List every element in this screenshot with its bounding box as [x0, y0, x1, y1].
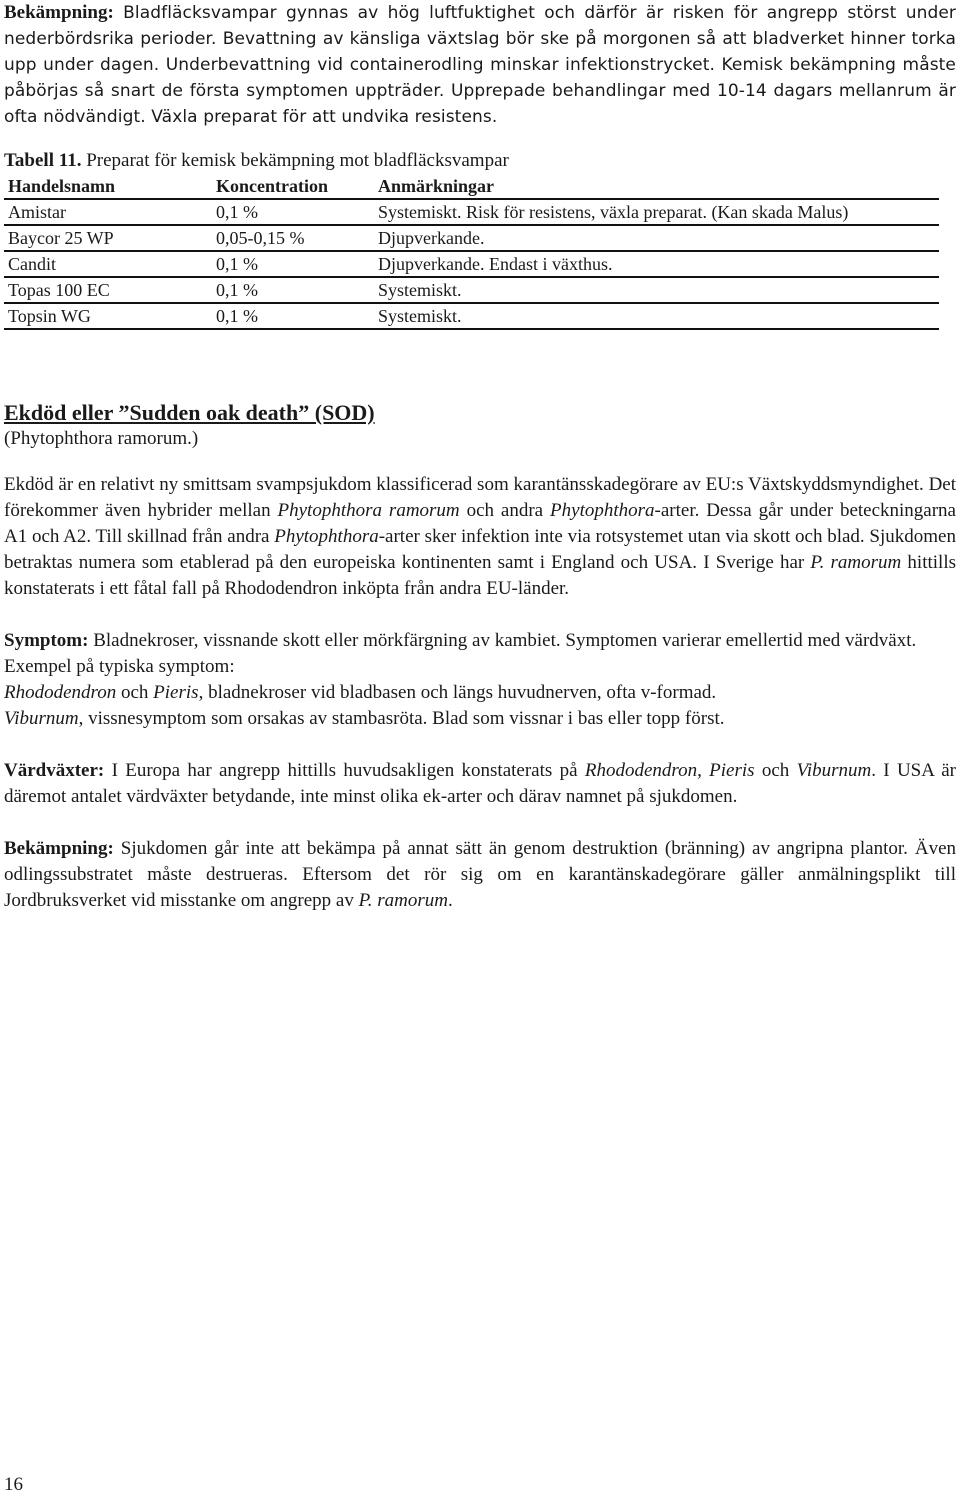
cell-trade-name: Candit	[4, 251, 216, 277]
intro-italic-3: Phytophthora	[274, 526, 379, 547]
hosts-text-1: I Europa har angrepp hittills huvudsakligen konstaterats på	[104, 760, 585, 781]
control-text-b: .	[447, 890, 453, 911]
cell-notes: Djupverkande. Endast i växthus.	[378, 251, 939, 277]
control-text-3: Upprepade behandlingar med 10-14 dagars mellanrum är ofta nödvändigt. Växla preparat för att undvika resistens.	[4, 81, 956, 127]
symptom-italic-3: Viburnum	[4, 708, 79, 729]
section-heading: Ekdöd eller ”Sudden oak death” (SOD)	[4, 400, 375, 425]
intro-text-4: -arter sker infektion inte via rotsystemet utan via skott och blad. Sjukdomen betraktas numera som etablerad på den europeiska kontinenten samt i England och USA. I Sverige har	[4, 526, 956, 573]
species-text: (Phytophthora ramorum.)	[4, 428, 199, 449]
table-caption-label: Tabell 11.	[4, 150, 82, 171]
table-caption-text: Preparat för kemisk bekämpning mot bladfläcksvampar	[81, 150, 509, 171]
control-text-1: Bladfläcksvampar gynnas av hög luftfuktighet och därför är risken för angrepp störst under nederbördsrika perioder. Bevattning av känsliga växtslag bör ske på morgonen så att bladverket hinner torka upp under dagen. Underbevattning vid containerodling minskar infektionstrycket.	[4, 3, 956, 75]
symptom-line-3	[4, 706, 956, 732]
page-number: 16	[4, 1474, 23, 1495]
hosts-italic-2: Viburnum	[796, 760, 872, 781]
control-paragraph	[4, 836, 956, 914]
control-italic: P. ramorum	[358, 890, 448, 911]
species-name	[4, 426, 956, 452]
table-row	[4, 303, 939, 329]
cell-trade-name: Amistar	[4, 199, 216, 225]
header-trade-name: Handelsnamn	[4, 174, 216, 199]
symptom-text-2: och	[116, 682, 154, 703]
symptom-label: Symptom:	[4, 630, 89, 651]
intro-text-5: hittills konstaterats i ett fåtal fall på Rhododendron inköpta från andra EU-länder.	[4, 552, 956, 599]
symptom-text-3: , bladnekroser vid bladbasen och längs huvudnerven, ofta v-formad.	[198, 682, 717, 703]
symptom-line-2	[4, 680, 956, 706]
intro-italic-1: Phytophthora ramorum	[277, 500, 460, 521]
table-row	[4, 199, 939, 225]
symptom-text-4: , vissnesymptom som orsakas av stambasröta. Blad som vissnar i bas eller topp först.	[78, 708, 725, 729]
cell-trade-name: Topas 100 EC	[4, 277, 216, 303]
cell-trade-name: Baycor 25 WP	[4, 225, 216, 251]
table-caption	[4, 148, 956, 174]
hosts-italic-1: Rhododendron, Pieris	[584, 760, 755, 781]
hosts-text-3: . I USA är däremot antalet värdväxter betydande, inte minst olika ek-arter och därav namnet på sjukdomen.	[4, 760, 956, 807]
cell-notes: Systemiskt.	[378, 303, 939, 329]
table-row	[4, 225, 939, 251]
control-label: Bekämpning:	[4, 2, 114, 23]
hosts-label: Värdväxter:	[4, 760, 105, 781]
table-header-row	[4, 174, 939, 199]
cell-notes: Djupverkande.	[378, 225, 939, 251]
hosts-text-2: och	[754, 760, 797, 781]
intro-text-1: Ekdöd är en relativt ny smittsam svampsjukdom klassificerad som karantänsskadegörare av EU:s Växtskyddsmyndighet. Det förekommer även hybrider mellan	[4, 474, 956, 521]
control-text-2: Kemisk bekämpning måste påbörjas så snart de första symptomen uppträder.	[4, 55, 956, 101]
intro-italic-4: P. ramorum	[810, 552, 902, 573]
symptom-line-1	[4, 628, 956, 680]
hosts-paragraph	[4, 758, 956, 810]
symptom-italic-2: Pieris	[153, 682, 199, 703]
preparations-table	[4, 174, 939, 330]
cell-concentration: 0,05-0,15 %	[216, 225, 378, 251]
control-text-a: Sjukdomen går inte att bekämpa på annat sätt än genom destruktion (bränning) av angripna plantor. Även odlingssubstratet måste destrueras. Eftersom det rör sig om en karantänskadegörare gäller anmälningsplikt till Jordbruksverket vid misstanke om angrepp av	[4, 838, 956, 911]
symptom-text-1: Bladnekroser, vissnande skott eller mörkfärgning av kambiet. Symptomen varierar emellertid med värdväxt. Exempel på typiska symptom:	[4, 630, 917, 677]
intro-text-2: och andra	[459, 500, 551, 521]
symptom-paragraph	[4, 628, 956, 732]
header-concentration: Koncentration	[216, 174, 378, 199]
intro-paragraph	[4, 472, 956, 602]
control-label-2: Bekämpning:	[4, 838, 114, 859]
document-page	[4, 0, 956, 940]
control-paragraph-top	[4, 0, 956, 130]
cell-notes: Systemiskt.	[378, 277, 939, 303]
symptom-italic-1: Rhododendron	[4, 682, 117, 703]
cell-notes: Systemiskt. Risk för resistens, växla preparat. (Kan skada Malus)	[378, 199, 939, 225]
header-notes: Anmärkningar	[378, 174, 939, 199]
intro-italic-2: Phytophthora	[550, 500, 655, 521]
intro-text-3: -arter. Dessa går under beteckningarna A1 och A2. Till skillnad från andra	[4, 500, 956, 547]
cell-trade-name: Topsin WG	[4, 303, 216, 329]
cell-concentration: 0,1 %	[216, 277, 378, 303]
table-row	[4, 251, 939, 277]
cell-concentration: 0,1 %	[216, 303, 378, 329]
cell-concentration: 0,1 %	[216, 199, 378, 225]
table-row	[4, 277, 939, 303]
cell-concentration: 0,1 %	[216, 251, 378, 277]
